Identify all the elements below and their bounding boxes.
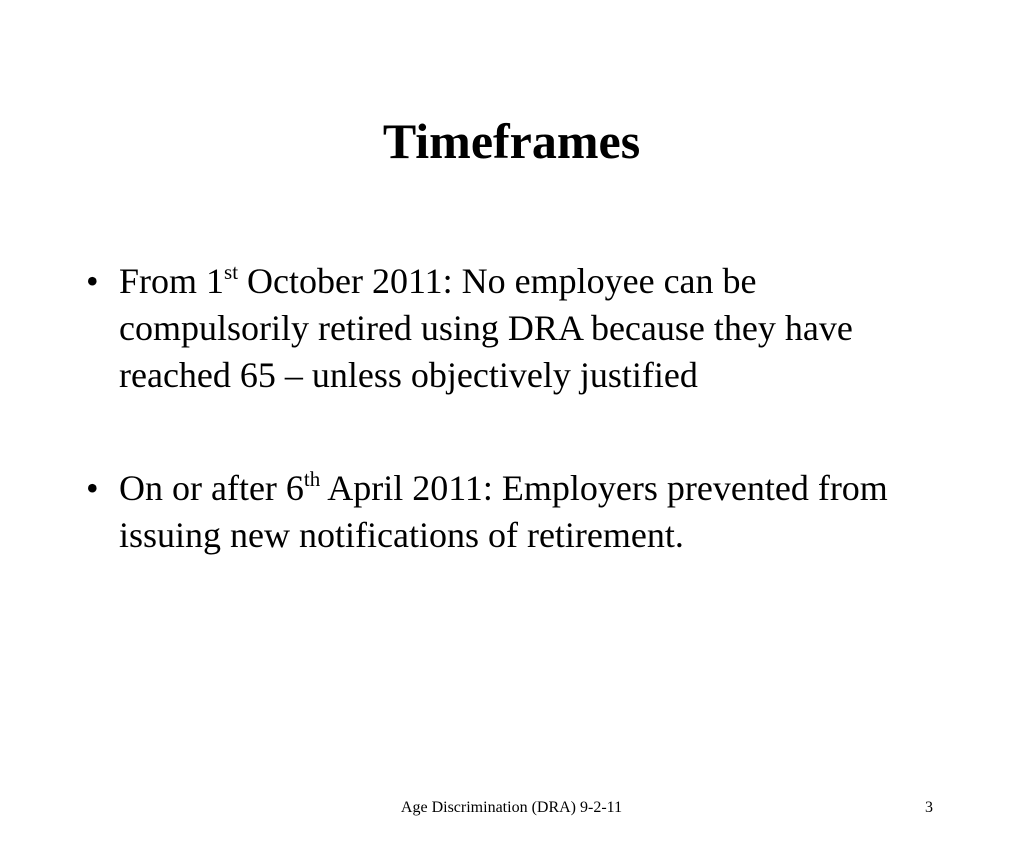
bullet-text [119, 258, 949, 399]
ordinal-superscript: th [303, 467, 321, 491]
bullet-text-after: October 2011: No employee can be compulsorily retired using DRA because they have reached 65 – unless objectively justified [119, 261, 853, 395]
page-number: 3 [925, 799, 933, 816]
slide-footer: Age Discrimination (DRA) 9-2-11 [400, 799, 623, 816]
bullet-marker: • [86, 261, 99, 301]
ordinal-superscript: st [224, 260, 239, 284]
bullet-text-after: April 2011: Employers prevented from issuing new notifications of retirement. [119, 468, 888, 555]
bullet-text-before: From 1 [119, 261, 225, 301]
slide-title: Timeframes [382, 113, 641, 169]
bullet-text-before: On or after 6 [119, 468, 304, 508]
bullet-marker: • [86, 468, 99, 508]
bullet-text [119, 465, 949, 559]
